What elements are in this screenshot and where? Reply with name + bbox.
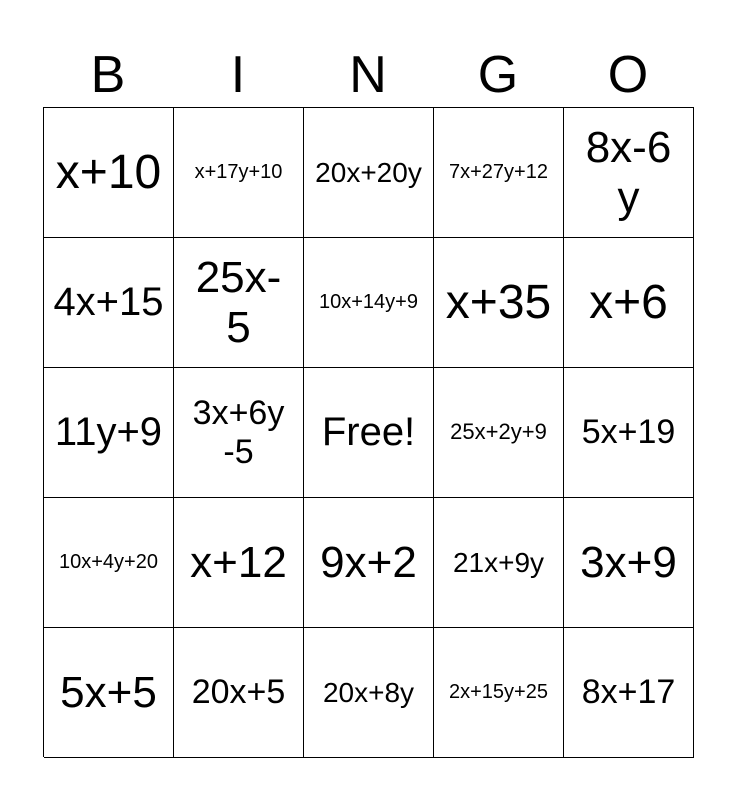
cell-text: x+35: [445, 275, 552, 329]
header-letter-n: N: [349, 46, 387, 104]
cell-text: x+17y+10: [194, 161, 283, 184]
cell-text: 21x+9y: [452, 546, 545, 578]
header-letter-i: I: [230, 46, 246, 104]
bingo-cell[interactable]: [44, 628, 174, 758]
cell-text: 2x+15y+25: [449, 681, 548, 704]
cell-text: 8x+17: [581, 673, 676, 712]
header-letter-g: G: [477, 46, 519, 104]
bingo-cell[interactable]: [564, 238, 694, 368]
cell-text: 20x+5: [191, 673, 286, 712]
cell-text: 3x+6y-5: [192, 394, 285, 471]
cell-text: 25x-5: [195, 253, 282, 352]
bingo-cell[interactable]: [174, 628, 304, 758]
bingo-cell[interactable]: [564, 108, 694, 238]
bingo-cell[interactable]: [304, 368, 434, 498]
bingo-cell[interactable]: [304, 108, 434, 238]
cell-text: 4x+15: [53, 280, 164, 325]
bingo-cell[interactable]: [304, 498, 434, 628]
cell-text: 5x+19: [581, 413, 676, 452]
header-letter-b: B: [90, 46, 126, 104]
bingo-board: [43, 107, 694, 757]
bingo-cell[interactable]: [434, 368, 564, 498]
bingo-cell[interactable]: [434, 628, 564, 758]
bingo-cell[interactable]: [174, 238, 304, 368]
cell-text: x+10: [55, 145, 162, 199]
cell-text: 11y+9: [54, 410, 163, 455]
cell-text: 3x+9: [580, 537, 677, 587]
cell-text: 5x+5: [60, 667, 157, 717]
cell-text: x+12: [190, 537, 287, 587]
cell-text: 7x+27y+12: [449, 161, 548, 184]
bingo-cell[interactable]: [564, 628, 694, 758]
bingo-cell[interactable]: [44, 108, 174, 238]
bingo-cell[interactable]: [174, 498, 304, 628]
bingo-cell[interactable]: [434, 108, 564, 238]
bingo-cell[interactable]: [564, 368, 694, 498]
bingo-cell[interactable]: [44, 368, 174, 498]
free-space-text: Free!: [321, 410, 416, 455]
bingo-cell[interactable]: [44, 238, 174, 368]
cell-text: x+6: [589, 275, 668, 329]
bingo-cell[interactable]: [174, 368, 304, 498]
bingo-cell[interactable]: [304, 238, 434, 368]
bingo-cell[interactable]: [434, 238, 564, 368]
header-letter-o: O: [607, 46, 649, 104]
cell-text: 10x+4y+20: [59, 551, 158, 574]
bingo-cell[interactable]: [304, 628, 434, 758]
cell-text: 20x+20y: [315, 156, 422, 188]
bingo-cell[interactable]: [174, 108, 304, 238]
bingo-cell[interactable]: [564, 498, 694, 628]
cell-text: 20x+8y: [322, 676, 415, 708]
cell-text: 9x+2: [320, 537, 417, 587]
cell-text: 8x-6y: [585, 123, 672, 222]
bingo-header: [43, 44, 693, 106]
bingo-cell[interactable]: [434, 498, 564, 628]
bingo-cell[interactable]: [44, 498, 174, 628]
cell-text: 25x+2y+9: [450, 419, 547, 445]
cell-text: 10x+14y+9: [319, 291, 418, 314]
